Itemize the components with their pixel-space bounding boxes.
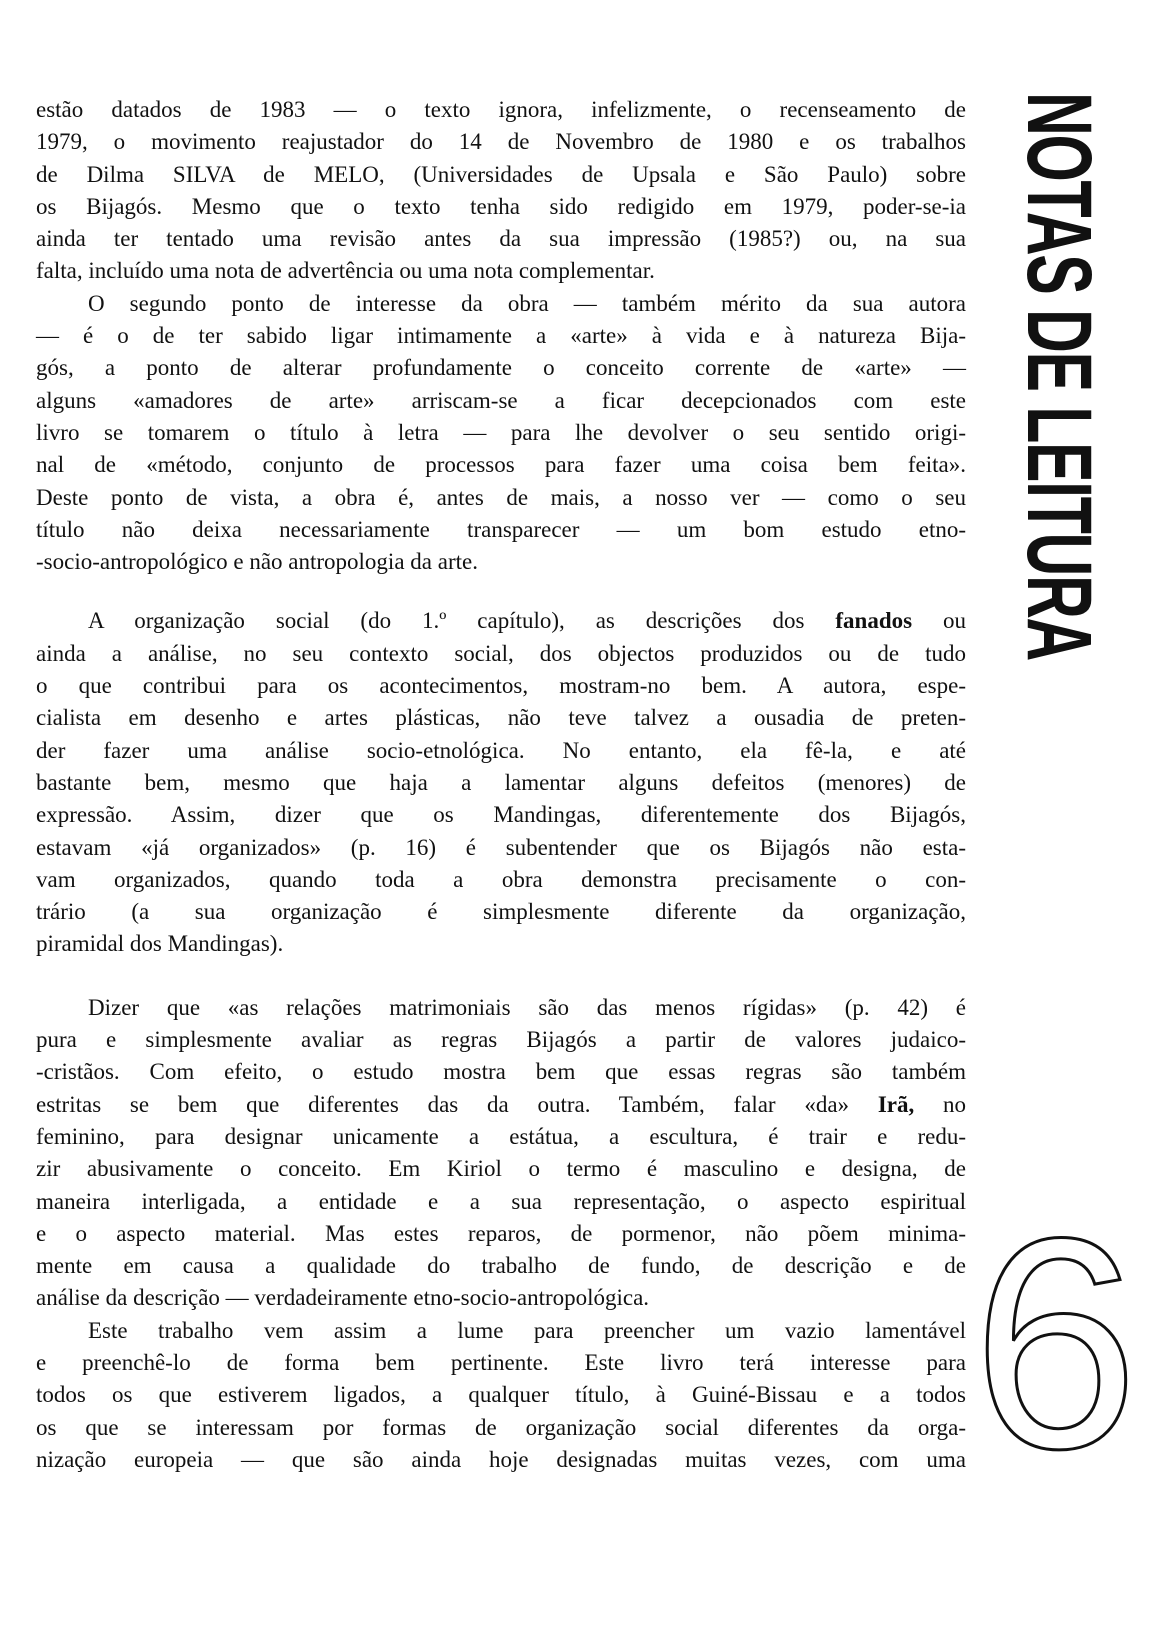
- line-text: estritas se bem que diferentes das da outra. Também, falar «da»: [36, 1091, 878, 1117]
- text-line: [36, 767, 966, 799]
- line-text: pura e simplesmente avaliar as regras Bijagós a partir de valores judaico-: [36, 1027, 966, 1053]
- body-text: [36, 94, 966, 1476]
- line-text: piramidal dos Mandingas).: [36, 931, 284, 957]
- paragraph: [36, 1315, 966, 1476]
- text-line: [36, 255, 966, 287]
- line-text: e o aspecto material. Mas estes reparos, de pormenor, não põem minima-: [36, 1220, 966, 1246]
- text-line: [36, 1186, 966, 1218]
- line-text: A organização social (do 1.º capítulo), as descrições dos: [88, 608, 836, 634]
- text-line: [36, 94, 966, 126]
- line-text: nização europeia — que são ainda hoje designadas muitas vezes, com uma: [36, 1446, 966, 1472]
- text-line: [36, 159, 966, 191]
- line-text: -socio-antropológico e não antropologia da arte.: [36, 549, 478, 575]
- text-line: [36, 1121, 966, 1153]
- text-line: [36, 896, 966, 928]
- text-line: [36, 1218, 966, 1250]
- line-text: estavam «já organizados» (p. 16) é subentender que os Bijagós não esta-: [36, 834, 966, 860]
- text-line: [36, 1379, 966, 1411]
- text-line: [36, 126, 966, 158]
- text-line: [36, 514, 966, 546]
- paragraph: [36, 605, 966, 960]
- text-line: [36, 352, 966, 384]
- text-line: [36, 605, 966, 637]
- text-line: [36, 288, 966, 320]
- text-line: [36, 735, 966, 767]
- line-text: Dizer que «as relações matrimoniais são das menos rígidas» (p. 42) é: [88, 994, 966, 1020]
- line-text: de Dilma SILVA de MELO, (Universidades de Upsala e São Paulo) sobre: [36, 161, 966, 187]
- text-line: [36, 1282, 966, 1314]
- emphasized-term: Irã,: [877, 1091, 915, 1117]
- page-number: [968, 1175, 1139, 1511]
- line-text: trário (a sua organização é simplesmente diferente da organização,: [36, 899, 966, 925]
- text-line: [36, 1412, 966, 1444]
- text-line: [36, 1153, 966, 1185]
- line-text: mente em causa a qualidade do trabalho de fundo, de descrição e de: [36, 1253, 966, 1279]
- emphasized-term: fanados: [835, 608, 913, 634]
- line-text: no: [914, 1091, 966, 1117]
- line-text: os que se interessam por formas de organização social diferentes da orga-: [36, 1414, 966, 1440]
- line-text: 1979, o movimento reajustador do 14 de Novembro de 1980 e os trabalhos: [36, 129, 966, 155]
- line-text: Deste ponto de vista, a obra é, antes de mais, a nosso ver — como o seu: [36, 484, 966, 510]
- line-text: e preenchê-lo de forma bem pertinente. Este livro terá interesse para: [36, 1349, 966, 1375]
- text-line: [36, 1250, 966, 1282]
- paragraph: [36, 992, 966, 1315]
- paragraph: [36, 288, 966, 579]
- line-text: -cristãos. Com efeito, o estudo mostra bem que essas regras são também: [36, 1059, 966, 1085]
- text-line: [36, 223, 966, 255]
- text-line: [36, 191, 966, 223]
- text-line: [36, 1089, 966, 1121]
- text-line: [36, 1024, 966, 1056]
- line-text: alguns «amadores de arte» arriscam-se a ficar decepcionados com este: [36, 387, 966, 413]
- line-text: ainda a análise, no seu contexto social, dos objectos produzidos ou de tudo: [36, 640, 966, 666]
- text-line: [36, 638, 966, 670]
- text-line: [36, 417, 966, 449]
- line-text: ou: [912, 608, 966, 634]
- line-text: estão datados de 1983 — o texto ignora, infelizmente, o recenseamento de: [36, 97, 966, 122]
- text-line: [36, 1444, 966, 1476]
- text-line: [36, 832, 966, 864]
- text-line: [36, 482, 966, 514]
- line-text: nal de «método, conjunto de processos para fazer uma coisa bem feita».: [36, 452, 966, 478]
- text-line: [36, 320, 966, 352]
- line-text: os Bijagós. Mesmo que o texto tenha sido redigido em 1979, poder-se-ia: [36, 193, 966, 219]
- line-text: o que contribui para os acontecimentos, mostram-no bem. A autora, espe-: [36, 673, 966, 699]
- paragraph: [36, 94, 966, 288]
- line-text: título não deixa necessariamente transparecer — um bom estudo etno-: [36, 516, 966, 542]
- line-text: Este trabalho vem assim a lume para preencher um vazio lamentável: [88, 1317, 966, 1343]
- line-text: análise da descrição — verdadeiramente etno-socio-antropológica.: [36, 1285, 650, 1311]
- line-text: maneira interligada, a entidade e a sua representação, o aspecto espiritual: [36, 1188, 966, 1214]
- line-text: bastante bem, mesmo que haja a lamentar alguns defeitos (menores) de: [36, 769, 966, 795]
- text-line: [36, 992, 966, 1024]
- line-text: vam organizados, quando toda a obra demonstra precisamente o con-: [36, 866, 966, 892]
- text-line: [36, 385, 966, 417]
- line-text: expressão. Assim, dizer que os Mandingas, diferentemente dos Bijagós,: [36, 802, 966, 828]
- text-line: [36, 864, 966, 896]
- text-line: [36, 546, 966, 578]
- text-line: [36, 1347, 966, 1379]
- text-line: [36, 702, 966, 734]
- text-line: [36, 449, 966, 481]
- text-line: [36, 670, 966, 702]
- text-line: [36, 1056, 966, 1088]
- text-line: [36, 799, 966, 831]
- line-text: — é o de ter sabido ligar intimamente a «arte» à vida e à natureza Bija-: [36, 323, 966, 349]
- line-text: todos os que estiverem ligados, a qualquer título, à Guiné-Bissau e a todos: [36, 1382, 966, 1408]
- line-text: cialista em desenho e artes plásticas, não teve talvez a ousadia de preten-: [36, 705, 966, 731]
- section-title: NOTAS DE LEITURA: [1008, 92, 1110, 661]
- line-text: zir abusivamente o conceito. Em Kiriol o termo é masculino e designa, de: [36, 1156, 966, 1182]
- line-text: falta, incluído uma nota de advertência ou uma nota complementar.: [36, 258, 655, 284]
- line-text: feminino, para designar unicamente a estátua, a escultura, é trair e redu-: [36, 1123, 966, 1149]
- page-number-glyph: 6: [972, 1175, 1139, 1511]
- line-text: ainda ter tentado uma revisão antes da sua impressão (1985?) ou, na sua: [36, 226, 966, 252]
- line-text: der fazer uma análise socio-etnológica. No entanto, ela fê-la, e até: [36, 737, 966, 763]
- line-text: gós, a ponto de alterar profundamente o conceito corrente de «arte» —: [36, 355, 966, 381]
- text-line: [36, 928, 966, 960]
- text-line: [36, 1315, 966, 1347]
- line-text: O segundo ponto de interesse da obra — também mérito da sua autora: [88, 290, 966, 316]
- line-text: livro se tomarem o título à letra — para lhe devolver o seu sentido origi-: [36, 419, 966, 445]
